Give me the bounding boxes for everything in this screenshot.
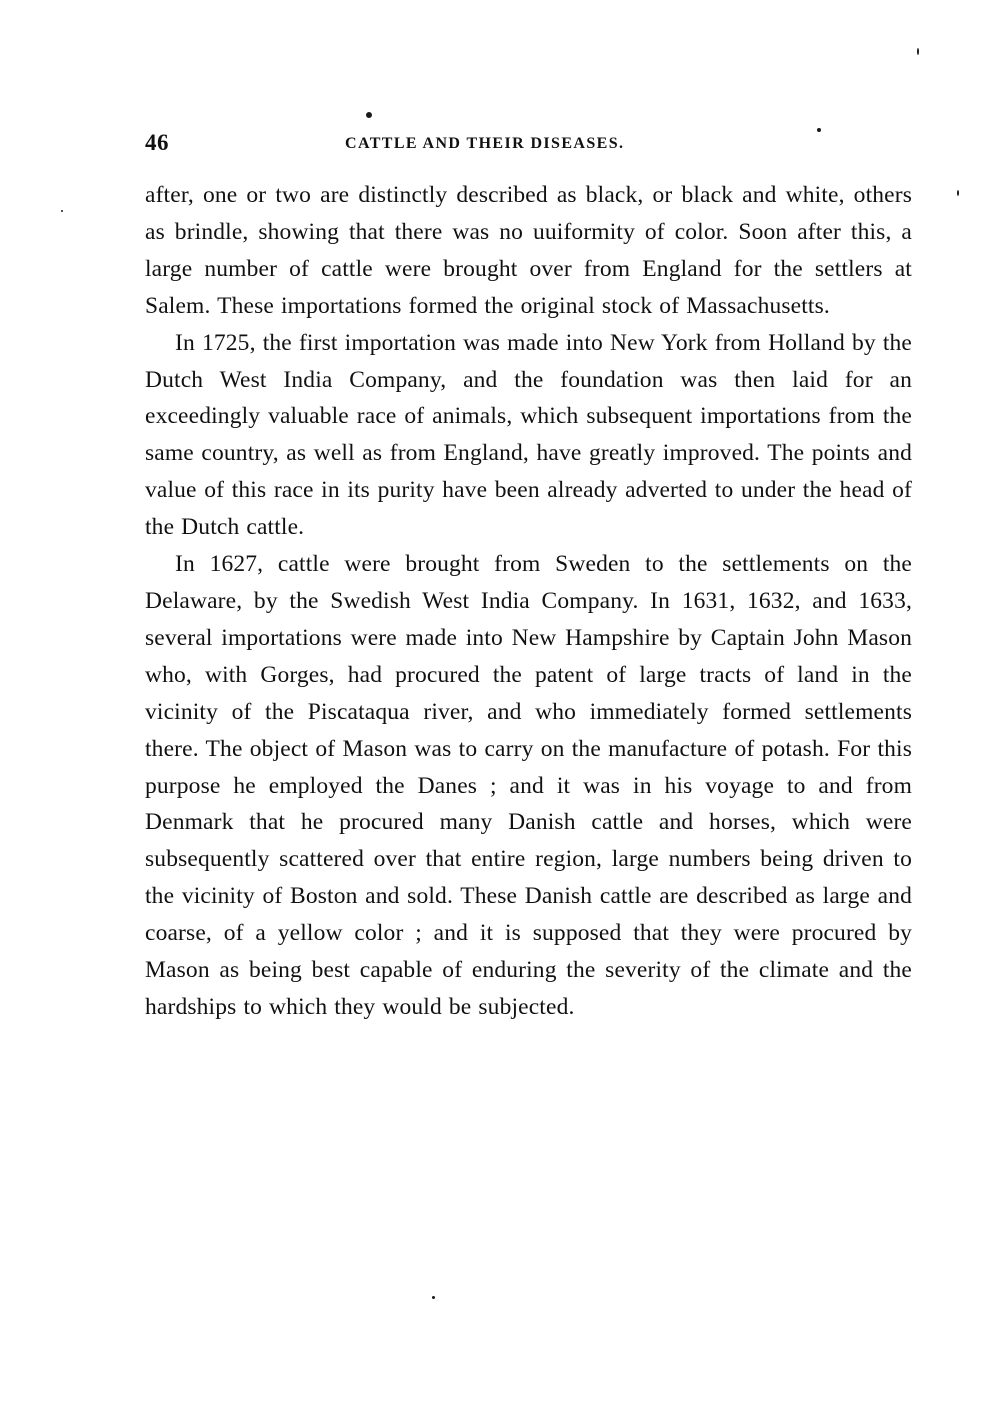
scan-speck bbox=[366, 112, 372, 118]
scan-speck bbox=[957, 190, 959, 196]
scan-speck bbox=[61, 210, 63, 212]
running-head: CATTLE AND THEIR DISEASES. bbox=[345, 135, 625, 152]
scan-speck bbox=[917, 48, 919, 55]
scan-speck bbox=[432, 1296, 435, 1299]
paragraph: after, one or two are distinctly described as black, or black and white, others as brindle, showing that there was no uuiformity of color. Soon after this, a large number of cattle were brought over from England for the settlers at Salem. These importations formed the original stock of Massachusetts. bbox=[145, 182, 912, 319]
paragraph: In 1627, cattle were brought from Sweden to the settlements on the Delaware, by the Swedish West India Company. In 1631, 1632, and 1633, several importations were made into New Hampshire by Captain John Mason who, with Gorges, had procured the patent of large tracts of land in the vicinity of the Piscataqua river, and who immediately formed settlements there. The object of Mason was to carry on the manufacture of potash. For this purpose he employed the Danes ; and it was in his voyage to and from Denmark that he procured many Danish cattle and horses, which were subsequently scattered over that entire region, large numbers being driven to the vicinity of Boston and sold. These Danish cattle are described as large and coarse, of a yellow color ; and it is supposed that they were procured by Mason as being best capable of enduring the severity of the climate and the hardships to which they would be subjected. bbox=[145, 551, 912, 1020]
page-header bbox=[145, 130, 912, 162]
body-text bbox=[145, 177, 912, 1026]
page-number: 46 bbox=[145, 130, 169, 155]
paragraph: In 1725, the first importation was made into New York from Holland by the Dutch West India Company, and the foundation was then laid for an exceedingly valuable race of animals, which subsequent importations from the same country, as well as from England, have greatly improved. The points and value of this race in its purity have been already adverted to under the head of the Dutch cattle. bbox=[145, 329, 912, 541]
